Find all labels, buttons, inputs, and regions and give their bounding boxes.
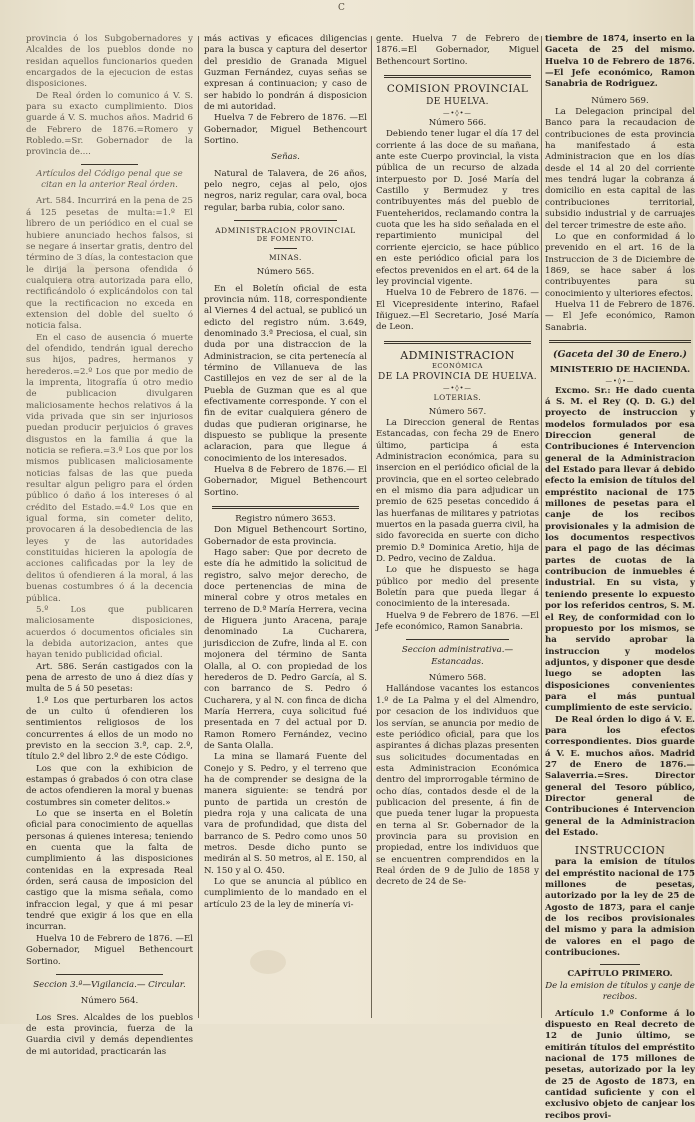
notice-number: Número 567. — [428, 406, 487, 417]
paragraph: Debiendo tener lugar el día 17 del corriente á las doce de su mañana, ante este Cuerpo provincial, la vista pública de un recurso de alzada interpuesto por D. José María del Castillo y Bermudez y tres contribuyentes más del pueblo de Fuenteheridos, reclamando contra la cuota que les ha sido señalada en el repartimiento municipal del corriente ejercicio, se hace público en este periódico oficial para los efectos prevenidos en el art. 64 de la ley provincial vigente. — [376, 129, 539, 287]
paragraph: Artículo 1.º Conforme á lo dispuesto en Real decreto de 12 de Junio último, se emitirán títulos del empréstito nacional de 175 millones de pesetas, autorizado por la ley de 25 de Agosto de 1873, en cantidad suficiente y con el exclusivo objeto de canjear los recibos provi- — [545, 1008, 695, 1121]
section-heading: CAPÍTULO PRIMERO. — [567, 969, 673, 980]
paragraph: En el caso de ausencia ó muerte del ofendido, tendrán igual derecho sus hijos, padres, hermanos y herederos.=2.º Los que por medio de la imprenta, litografía ú otro medio de publicacion divulgaren maliciosamente hechos relativos á la vida privada que sin ser injuriosos puedan producir perjuicios ó graves disgustos en la familia á que la noticia se refiera.=3.º Los que por los mismos publicasen maliciosamente noticias falsas de las que pueda resultar algun peligro para el órden público ó daño á los intereses ó al crédito del Estado.=4.º Los que en igual forma, sin cometer delito, provocaren á la desobediencia de las leyes y de las autoridades constituidas hicieren la apología de acciones calificadas por la ley de delitos ú ofendieren á la moral, á las buenas costumbres ó á la decencia pública. — [26, 332, 193, 604]
section-subheading: MINAS. — [268, 253, 303, 263]
notice-number: Número 568. — [428, 673, 487, 684]
signature-line: Huelva 10 de Febrero de 1876. —El Gobernador, Miguel Bethencourt Sortino. — [26, 933, 193, 967]
section-heading: Seccion 3.ª—Vigilancia.— Circular. — [33, 979, 186, 990]
column-1 — [26, 34, 193, 1057]
section-divider — [56, 974, 163, 975]
section-heading: ADMINISTRACION — [400, 348, 515, 362]
notice-number: Número 565. — [256, 267, 315, 278]
section-divider — [384, 75, 531, 78]
column-rule — [371, 36, 372, 1018]
section-divider — [406, 639, 509, 640]
paragraph: provincia ó los Subgobernadores y Alcaldes de los pueblos donde no residan aquellos funcionarios queden encargados de la ejecucion de estas disposiciones. — [26, 34, 193, 90]
section-heading: Seccion administrativa.—Estancadas. — [401, 645, 514, 667]
notice-number: Número 566. — [428, 118, 487, 129]
paragraph: De Real órden lo digo á V. E. para los efectos correspondientes. Dios guarde á V. E. muchos años. Madrid 27 de Enero de 1876.— Salaverria.=Sres. Director general del Tesoro público, Director general de Contribuciones é Intervencion general de la Administracion del Estado. — [545, 714, 695, 839]
paragraph: Lo que en conformidad á lo prevenido en el art. 16 de la Instruccion de 3 de Diciembre de 1869, se hace saber á los contribuyentes para su conocimiento y ulteriores efectos. — [545, 231, 695, 299]
paragraph: La Delegacion principal del Banco para la recaudacion de contribuciones de esta provincia ha manifestado á esta Administracion que en los días desde el 14 al 20 del corriente mes tendrá lugar la cobranza á domicilio en esta capital de las contribuciones territorial, subsidio industrial y de carruajes del tercer trimestre de este año. — [545, 107, 695, 231]
signature-line: Huelva 9 de Febrero de 1876. —El Jefe económico, Ramon Sanabria. — [376, 610, 539, 633]
section-heading: COMISION PROVINCIAL — [386, 83, 529, 96]
paragraph: La Direccion general de Rentas Estancadas, con fecha 29 de Enero último, participa á esta Administracion económica, para su insercion en el periódico oficial de la provincia, que en el sorteo celebrado en el mismo dia para adjudicar un premio de 625 pesetas concedido á las huerfanas de militares y patriotas muertos en la pasada guerra civil, ha sido favorecida en suerte con dicho premio D.ª Dominica Aretio, hija de D. Pedro, vecino de Zaldua. — [376, 417, 539, 565]
section-heading: ADMINISTRACION PROVINCIAL — [215, 226, 356, 236]
section-divider — [274, 248, 297, 249]
paragraph: Natural de Talavera, de 26 años, pelo negro, cejas al pelo, ojos negros, nariz regular, cara oval, boca regular, barba rubia, color sano. — [204, 168, 367, 213]
ornament: —•◊•— — [605, 376, 635, 385]
paragraph: Lo que he dispuesto se haga público por medio del presente Boletín para que pueda llegar á conocimiento de la interesada. — [376, 565, 539, 610]
paragraph: En el Boletín oficial de esta provincia núm. 118, correspondiente al Viernes 4 del actual, se publicó un edicto del registro núm. 3.649, denominado 3.ª Preciosa, el cual, sin duda por una distraccion de la Administracion, se cita pertenecía al término de Villanueva de las Castillejos en vez de ser al de la Puebla de Guzman que es al que efectivamente corresponde. Y con el fin de evitar cualquiera género de dudas que pudieran originarse, he dispuesto se publique la presente aclaracion, para que llegue á conocimiento de los interesados. — [204, 283, 367, 464]
ornament: —•◊•— — [443, 383, 472, 392]
section-divider — [600, 964, 640, 965]
section-divider — [234, 220, 337, 221]
section-subheading: LOTERIAS. — [433, 392, 482, 402]
notice-number: Número 569. — [591, 95, 649, 106]
paragraph: tiembre de 1874, inserto en la Gaceta de 25 del mismo. Huelva 10 de Febrero de 1876.—El Jefe económico, Ramon Sanabria de Rodriguez. — [545, 34, 695, 90]
signature-line: Huelva 11 de Febrero de 1876.— El Jefe económico, Ramon Sanabria. — [545, 299, 695, 333]
section-heading: Señas. — [271, 152, 300, 163]
paragraph: Lo que se anuncia al público en cumplimiento de lo mandado en el artículo 23 de la ley de minería vi- — [204, 877, 367, 910]
paragraph: Art. 586. Serán castigados con la pena de arresto de uno á diez días y multa de 5 á 50 pesetas: — [26, 661, 193, 695]
section-subheading: ECONÓMICA — [431, 361, 483, 370]
column-rule — [541, 36, 542, 1018]
signature-line: Huelva 10 de Febrero de 1876. —El Vicepresidente interino, Rafael Iñiguez.—El Secretario, José María de Leon. — [376, 288, 539, 333]
section-heading: (Gaceta del 30 de Enero.) — [553, 348, 687, 360]
signature-line: Huelva 7 de Febrero de 1876. —El Gobernador, Miguel Bethencourt Sortino. — [204, 113, 367, 147]
paragraph: gente. Huelva 7 de Febrero de 1876.=El Gobernador, Miguel Bethencourt Sortino. — [376, 34, 539, 67]
paragraph: La mina se llamará Fuente del Conejo y S. Pedro, y el terreno que ha de comprender se designa de la manera siguiente: se tendrá por punto de partida un crestón de piedra roja y una calicata de una vara de profundidad, que dista del barranco de S. Pedro como unos 50 metros. Desde dicho punto se medirán al S. 50 metros, al E. 150, al N. 150 y al O. 450. — [204, 752, 367, 876]
paragraph: Art. 584. Incurrirá en la pena de 25 á 125 pesetas de multa:=1.º El librero de un periódico en el cual se hubiere anunciado hechos falsos, si se negare á insertar gratis, dentro del término de 3 días, la contestacion que le dirija la persona ofendida ó cualquiera otra autorizada para ello, rectificándolo ó explicándolos con tal que la rectificacion no exceda en extension del doble del suelto ó noticia falsa. — [26, 196, 193, 332]
section-heading: MINISTERIO DE HACIENDA. — [549, 365, 691, 376]
paragraph: Hallándose vacantes los estancos 1.º de La Palma y el del Almendro, por cesacion de los individuos que los servían, se anuncia por medio de este periódico oficial, para que los aspirantes á dichas plazas presenten sus solicitudes documentadas en esta Administracion Económica dentro del improrrogable término de ocho días, contados desde el de la publicacion del presente, á fin de que pueda tener lugar la propuesta en terna al Sr. Gobernador de la provincia para su provision en propiedad, entre los individuos que se encuentren comprendidos en la Real órden de 9 de Julio de 1858 y decreto de 24 de Se- — [376, 684, 539, 888]
page-top-mark: C — [338, 3, 345, 13]
column-3 — [376, 34, 539, 1018]
section-divider — [549, 340, 691, 343]
paragraph: Don Miguel Bethencourt Sortino, Gobernador de esta provincia. — [204, 525, 367, 547]
paragraph: 1.º Los que perturbaren los actos de un culto ú ofendieren los sentimientos religiosos de los concurrentes á ellos de un modo no previsto en la seccion 3.ª, cap. 2.º, título 2.º del libro 2.º de este Código. — [26, 695, 193, 763]
signature-line: Huelva 8 de Febrero de 1876.— El Gobernador, Miguel Bethencourt Sortino. — [204, 465, 367, 498]
paragraph: Excmo. Sr.: He dado cuenta á S. M. el Rey (Q. D. G.) del proyecto de instruccion y modelos formulados por esa Direccion general de Contribuciones é Intervencion general de la Administracion del Estado para llevar á debido efecto la emision de títulos del empréstito nacional de 175 millones de pesetas para el canje de los recibos provisionales y la admision de los documentos respectivos para el pago de las décimas partes de cuotas de la contribucion de inmuebles é industrial. En su vista, y teniendo presente lo expuesto por los referidos centros, S. M. el Rey, de conformidad con lo propuesto por los mismos, se ha servido aprobar la instruccion y modelos adjuntos, y disponer que desde luego se adopten las disposiciones convenientes para el más puntual cumplimiento de este servicio. — [545, 385, 695, 714]
column-rule — [198, 36, 199, 1018]
section-divider — [81, 164, 138, 165]
paragraph: Los que con la exhibicion de estampas ó grabados ó con otra clase de actos ofendieren la moral y buenas costumbres sin cometer delitos.» — [26, 763, 193, 808]
section-divider — [212, 506, 359, 509]
section-subheading: DE LA PROVINCIA DE HUELVA. — [378, 371, 537, 382]
section-subheading: DE FOMENTO. — [256, 235, 315, 244]
notice-number: Número 564. — [80, 996, 139, 1007]
notice-number: Registro número 3653. — [235, 514, 336, 525]
paragraph: para la emision de títulos del empréstito nacional de 175 millones de pesetas, autorizado por la ley de 25 de Agosto de 1873, para el canje de los recibos provisionales del mismo y para la admision de valores en el pago de contribuciones. — [545, 857, 695, 959]
paragraph: más activas y eficaces diligencias para la busca y captura del desertor del presidio de Granada Miguel Guzman Fernández, cuyas señas se expresan á continuacion; y caso de ser habido lo pondrán á disposicion de mi autoridad. — [204, 34, 367, 113]
paragraph: 5.º Los que publicaren maliciosamente disposiciones, acuerdos ó documentos oficiales sin la debida autorizacion, antes que hayan tenido publicidad oficial. — [26, 604, 193, 661]
ornament: —•◊•— — [443, 109, 472, 118]
section-divider — [384, 341, 531, 344]
paragraph: Hago saber: Que por decreto de este día he admitido la solicitud de registro, salvo mejor derecho, de doce pertenencias de mina de mineral cobre y otros metales en terreno de D.ª María Herrera, vecina de Higuera junto Aracena, paraje denominado La Cucharera, jurisdiccion de Zufre, linda al E. con mojonera del término de Santa Olalla, al O. con propiedad de los herederos de D. Pedro García, al S. con barranco de S. Pedro ó Cucharera, y al N. con finca de dicha María Herrera, cuya solicitud fué presentada en 7 del actual por D. Ramon Romero Fernández, vecino de Santa Olalla. — [204, 548, 367, 751]
section-heading: Artículos del Código penal que se citan en la anterior Real órden. — [36, 168, 183, 191]
section-subheading: DE HUELVA. — [426, 97, 489, 108]
section-heading: INSTRUCCION — [574, 844, 666, 858]
column-4 — [545, 34, 695, 1121]
column-2 — [204, 34, 367, 1018]
section-subheading: De la emision de títulos y canje de recibos. — [545, 980, 695, 1003]
paragraph: Los Sres. Alcaldes de los pueblos de esta provincia, fuerza de la Guardia civil y demás dependientes de mi autoridad, practicarán las — [26, 1012, 193, 1057]
paragraph: De Real órden lo comunico á V. S. para su exacto cumplimiento. Dios guarde á V. S. muchos años. Madrid 6 de Febrero de 1876.=Romero y Robledo.=Sr. Gobernador de la provincia de.... — [26, 90, 193, 158]
paragraph: Lo que se inserta en el Boletín oficial para conocimiento de aquellas personas á quienes interesa; teniendo en cuenta que la falta de cumplimiento á las disposiciones contenidas en la expresada Real órden, será causa de imposicion del castigo que la misma señala, como infraccion legal, y que á mi pesar tendré que exigir á los que en ella incurran. — [26, 809, 193, 933]
